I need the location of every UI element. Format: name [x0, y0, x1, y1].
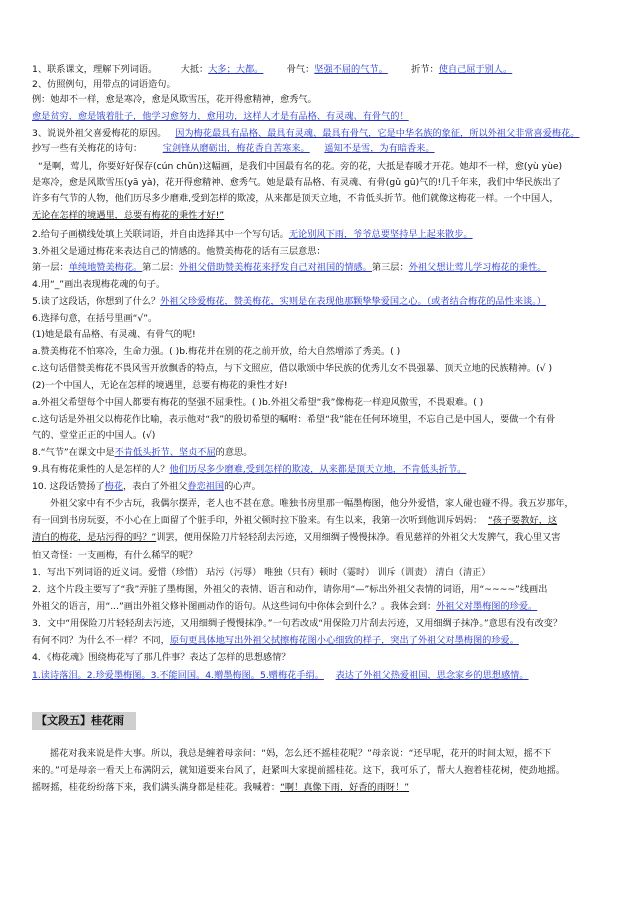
answer: 外祖父珍爱梅花，赞美梅花，实则是在表现他那颗挚挚爱国之心。（或者结合梅花的品性来谈。） — [160, 296, 547, 307]
answer-line — [32, 670, 624, 682]
passage-line: 有一回到书房玩耍，不小心在上面留了个脏手印，外祖父顿时拉下脸来。有生以来，我第一次听到他训斥妈妈： “孩子要教好，这 — [32, 515, 558, 526]
answer: 愈是贫穷，愈是饿着肚子，他学习愈努力，愈用功，这样人才是有品格、有灵魂、有骨气的！ — [32, 111, 409, 122]
q-compare-line: 有何不同？为什么不一样？不同，原句更具体地写出外祖父拭擦梅花图小心细致的样子，突出了外祖父对墨梅图的珍爱。 — [32, 635, 519, 646]
choice-line: a.外祖父希望每个中国人都要有梅花的坚强不屈秉性。( )b.外祖父希望“我”像梅花一样迎风傲雪，不畏艰难。( ) — [32, 397, 484, 408]
q-compare-line: 3．文中“用保险刀片轻轻刮去污迹，又用细绸子慢慢抹净。”一句若改成“用保险刀片刮去污迹，又用细绸子抹净。”意思有没有改变？ — [32, 618, 563, 629]
answer: 他们历尽多少磨难,受到怎样的欺凌，从来都是顶天立地，不肯低头折节。 — [169, 464, 467, 475]
section-heading: 【文段五】桂花雨 — [32, 712, 136, 730]
q10-line: 10. 这段话赞扬了梅花，表白了外祖父眷恋祖国的心声。 — [32, 481, 261, 492]
answer: 大多；大都。 — [208, 64, 264, 75]
q9-line: 9.具有梅花秉性的人是怎样的人？他们历尽多少磨难,受到怎样的欺凌，从来都是顶天立地，不肯低头折节。 — [32, 464, 467, 475]
q1-line: 1、联系课文，理解下列词语。 大抵：大多；大都。 骨气：坚强不屈的气节。 折节：使自己屈于别人。 — [32, 64, 513, 75]
choice-line: a.赞美梅花不怕寒冷，生命力强。( )b.梅花并在别的花之前开放，给大自然增添了秀美。( ) — [32, 346, 401, 357]
answer: 1.读诗落泪。2.珍爱墨梅图。3.不能回国。4.赠墨梅图。5.赠梅花手绢。 — [32, 670, 324, 681]
sub2-line: (2)一个中国人，无论在怎样的境遇里，总要有梅花的秉性才好! — [32, 380, 288, 391]
answer: 外祖父对墨梅图的珍爱。 — [436, 601, 538, 612]
passage-line: 无论在怎样的境遇里，总要有梅花的秉性才好!” — [32, 210, 225, 221]
passage-line: 摇呀摇，桂花纷纷落下来，我们满头满身都是桂花。我喊着：“啊！真像下雨，好香的雨呀！” — [32, 782, 410, 793]
sub1-line: (1)她是最有品格、有灵魂、有骨气的呢! — [32, 329, 196, 340]
answer: 外祖父想让莺儿学习梅花的秉性。 — [408, 262, 547, 273]
q-synonym-line: 1．写出下列词语的近义词。爱惜（珍惜） 玷污（污辱） 唯独（只有）顿时（霎时） 训斥（训责） 清白（清正） — [32, 567, 491, 578]
choice-line: c.这句话借赞美梅花不畏风雪开放飘香的特点，与下文照应，借以歌颂中华民族的优秀儿女不畏强暴、顶天立地的民族精神。(√ ) — [32, 363, 553, 374]
answer: 因为梅花最具有品格、最具有灵魂、最具有骨气，它是中华名族的象征，所以外祖父非常喜爱梅花。 — [175, 128, 580, 139]
answer: 不肯低头折节、坚贞不屈 — [114, 447, 216, 458]
answer: 坚强不屈的气节。 — [314, 64, 388, 75]
q5-line: 5.读了这段话，你想到了什么？外祖父珍爱梅花，赞美梅花，实则是在表现他那颗挚挚爱国之心。（或者结合梅花的品性来谈。） — [32, 296, 547, 307]
passage-line: 来的。”可是母亲一看天上布满阴云，就知道要来台风了，赶紧叫大家提前摇桂花。这下，我可乐了，帮大人抱着桂花树，使劲地摇。 — [32, 765, 566, 776]
q8-line: 8.“气节”在课文中是不肯低头折节、坚贞不屈的意思。 — [32, 447, 253, 458]
q2-line: 2、仿照例句，用带点的词语造句。 — [32, 79, 176, 90]
answer: 表达了外祖父热爱祖国，思念家乡的思想感情。 — [335, 670, 529, 681]
passage-line: 许多有气节的人物，他们历尽多少磨难,受到怎样的欺凌，从来都是顶天立地，不肯低头折节。他们就像这梅花一样。一个中国人， — [32, 193, 559, 204]
answer: 原句更具体地写出外祖父拭擦梅花图小心细致的样子，突出了外祖父对墨梅图的珍爱。 — [169, 635, 519, 646]
q-mark-line: 2．这个片段主要写了“我”弄脏了墨梅图，外祖父的表情、语言和动作，请你用“—”标出外祖父表情的词语，用“~~~~”线画出 — [32, 584, 548, 595]
answer: 眷恋祖国 — [187, 481, 225, 492]
q-meaning-line: 3.外祖父是通过梅花来表达自己的情感的。他赞美梅花的话有三层意思： — [32, 246, 326, 257]
choice-line: c.这句话是外祖父以梅花作比喻，表示他对“我”的殷切希望的嘱咐：希望“我”能在任何环境里，不忘自己是中国人，要做一个有骨 — [32, 414, 556, 425]
answer: 梅花 — [104, 481, 124, 492]
passage-line: 怕又奇怪：一支画梅，有什么稀罕的呢？ — [32, 550, 198, 561]
q-conj-line: 2.给句子画横线处填上关联词语，并自由选择其中一个写句话。无论别风下雨，爷爷总要坚持早上起来散步。 — [32, 229, 473, 240]
answer: 无论别风下雨，爷爷总要坚持早上起来散步。 — [288, 229, 473, 240]
poem-line: 抄写一些有关梅花的诗句： 宝剑锋从磨砺出，梅花香自苦寒来。 遥知不是雪，为有暗香来。 — [32, 143, 435, 154]
q-events-line: 4．《梅花魂》围绕梅花写了那几件事？表达了怎样的思想感情？ — [32, 652, 291, 663]
passage-line: “是啊，莺儿，你要好好保存(cún chǔn)这幅画，是我们中国最有名的花。旁的花，大抵是春暖才开花。她却不一样，愈(yù yùe) — [38, 161, 563, 172]
q-mark-line: 外祖父的语言，用“...”画出外祖父修补图画动作的语句。从这些词句中你体会到什么？。我体会到：外祖父对墨梅图的珍爱。 — [32, 601, 538, 612]
example-line: 例：她却不一样，愈是寒冷，愈是风欺雪压，花开得愈精神，愈秀气。 — [32, 94, 317, 105]
layers-line: 第一层：单纯地赞美梅花。第二层：外祖父借助赞美梅花来抒发自己对祖国的情感。第三层：外祖父想让莺儿学习梅花的秉性。 — [32, 262, 547, 273]
answer: 遥知不是雪，为有暗香来。 — [324, 143, 435, 154]
q3-line: 3、说说外祖父喜爱梅花的原因。 因为梅花最具有品格、最具有灵魂、最具有骨气，它是中华名族的象征，所以外祖父非常喜爱梅花。 — [32, 128, 580, 139]
q6-line: 6.选择句意，在括号里画“√”。 — [32, 313, 158, 324]
choice-line: 气的、堂堂正正的中国人。(√) — [32, 430, 156, 441]
passage-line: 摇花对我来说是件大事。所以，我总是缠着母亲问：“妈，怎么还不摇桂花呢？”母亲说：“还早呢，花开的时间太短，摇不下 — [50, 748, 552, 759]
passage-line: 外祖父家中有不少古玩，我偶尔摆弄，老人也不甚在意。唯独书房里那一幅墨梅图，他分外爱惜，家人碰也碰不得。我五岁那年， — [50, 498, 574, 509]
answer: 外祖父借助赞美梅花来抒发自己对祖国的情感。 — [179, 262, 372, 273]
answer: 单纯地赞美梅花。 — [68, 262, 143, 273]
q4-line: 4.用“_”画出表现梅花魂的句子。 — [32, 279, 166, 290]
answer: 宝剑锋从磨砺出，梅花香自苦寒来。 — [162, 143, 310, 154]
answer: 使自己屈于别人。 — [438, 64, 513, 75]
passage-line: 是寒冷，愈是风欺雪压(yā yà)，花开得愈精神、愈秀气。她是最有品格、有灵魂、有骨(gǔ gū)气的!几千年来，我们中华民族出了 — [32, 177, 561, 188]
passage-line: 清白的梅花，是玷污得的吗？”训罢，便用保险刀片轻轻刮去污迹，又用细绸子慢慢抹净。看见慈祥的外祖父大发脾气，我心里又害 — [32, 532, 561, 543]
